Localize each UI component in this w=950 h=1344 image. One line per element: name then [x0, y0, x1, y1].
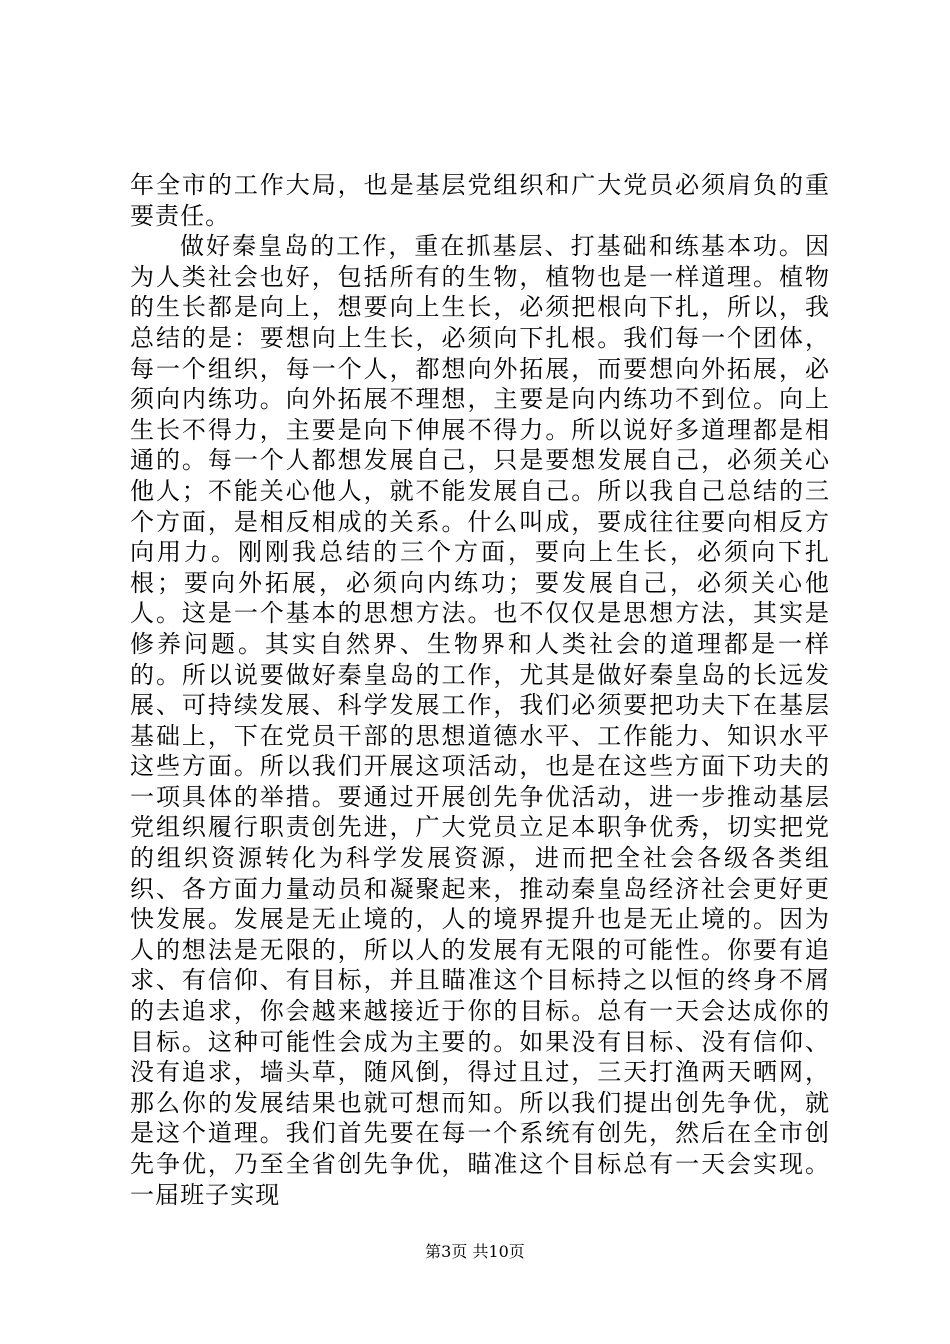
document-body	[130, 170, 830, 1210]
paragraph-main: 做好秦皇岛的工作，重在抓基层、打基础和练基本功。因为人类社会也好，包括所有的生物，植物也是一样道理。植物的生长都是向上，想要向上生长，必须把根向下扎，所以，我总结的是：要想向上生长，必须向下扎根。我们每一个团体，每一个组织，每一个人，都想向外拓展，而要想向外拓展，必须向内练功。向外拓展不理想，主要是向内练功不到位。向上生长不得力，主要是向下伸展不得力。所以说好多道理都是相通的。每一个人都想发展自己，只是要想发展自己，必须关心他人；不能关心他人，就不能发展自己。所以我自己总结的三个方面，是相反相成的关系。什么叫成，要成往往要向相反方向用力。刚刚我总结的三个方面，要向上生长，必须向下扎根；要向外拓展，必须向内练功；要发展自己，必须关心他人。这是一个基本的思想方法。也不仅仅是思想方法，其实是修养问题。其实自然界、生物界和人类社会的道理都是一样的。所以说要做好秦皇岛的工作，尤其是做好秦皇岛的长远发展、可持续发展、科学发展工作，我们必须要把功夫下在基层基础上，下在党员干部的思想道德水平、工作能力、知识水平这些方面。所以我们开展这项活动，也是在这些方面下功夫的一项具体的举措。要通过开展创先争优活动，进一步推动基层党组织履行职责创先进，广大党员立足本职争优秀，切实把党的组织资源转化为科学发展资源，进而把全社会各级各类组织、各方面力量动员和凝聚起来，推动秦皇岛经济社会更好更快发展。发展是无止境的，人的境界提升也是无止境的。因为人的想法是无限的，所以人的发展有无限的可能性。你要有追求、有信仰、有目标，并且瞄准这个目标持之以恒的终身不屑的去追求，你会越来越接近于你的目标。总有一天会达成你的目标。这种可能性会成为主要的。如果没有目标、没有信仰、没有追求，墙头草，随风倒，得过且过，三天打渔两天晒网，那么你的发展结果也就可想而知。所以我们提出创先争优，就是这个道理。我们首先要在每一个系统有创先，然后在全市创先争优，乃至全省创先争优，瞄准这个目标总有一天会实现。一届班子实现	[130, 232, 830, 1209]
page-number: 第3页 共10页	[425, 1242, 525, 1261]
paragraph-continuation: 年全市的工作大局，也是基层党组织和广大党员必须肩负的重要责任。	[130, 171, 830, 230]
page-footer	[0, 1242, 950, 1262]
